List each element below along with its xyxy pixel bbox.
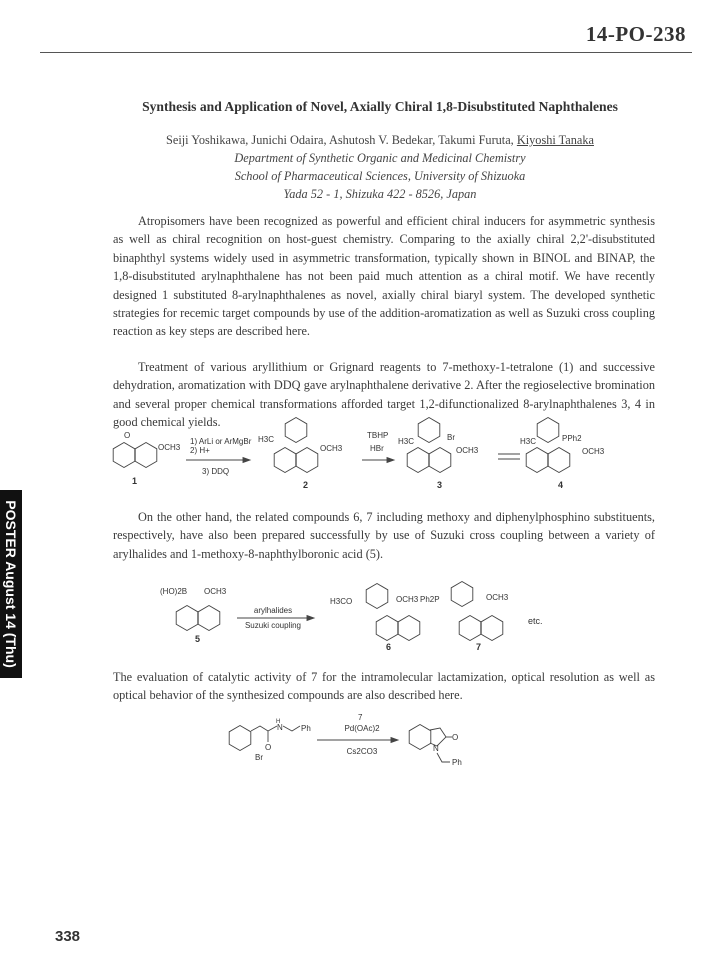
sm-phenyl: Ph — [301, 724, 311, 733]
step2-reagent-1: TBHP — [367, 431, 389, 440]
c5-methoxy: OCH3 — [204, 587, 227, 596]
benzene-ring — [398, 616, 420, 641]
benzene-ring — [418, 418, 440, 443]
c2-methyl: H3C — [258, 435, 275, 444]
compound-2-label: 2 — [303, 480, 309, 490]
benzene-ring — [537, 418, 559, 443]
step2-reagent-2: HBr — [370, 444, 384, 453]
c5-boronic-acid: (HO)2B — [160, 587, 188, 596]
step-suzuki-coupling: Suzuki coupling — [244, 621, 302, 630]
c4-diphenylphosphino: PPh2 — [562, 434, 582, 443]
presenting-author: Kiyoshi Tanaka — [516, 133, 594, 147]
benzene-ring — [176, 606, 198, 631]
page-number: 338 — [55, 928, 81, 945]
side-tab-label: POSTER August 14 (Thu) — [3, 500, 19, 668]
c4-methoxy: OCH3 — [582, 447, 605, 456]
c3-bromine: Br — [447, 433, 455, 442]
paper-title: Synthesis and Application of Novel, Axially Chiral 1,8-Disubstituted Naphthalenes — [142, 99, 618, 114]
authors-other: Seiji Yoshikawa, Junichi Odaira, Ashutosh V. Bedekar, Takumi Furuta, — [166, 133, 517, 147]
scheme-1 — [124, 431, 605, 490]
compound-1-label: 1 — [132, 476, 138, 486]
c2-methoxy: OCH3 — [320, 444, 343, 453]
etc-text: etc. — [528, 616, 543, 626]
affiliation-school: School of Pharmaceutical Sciences, University of Shizuoka — [234, 169, 526, 183]
benzene-ring — [198, 606, 220, 631]
c3-methyl: H3C — [398, 437, 415, 446]
product-benzyl — [437, 753, 450, 762]
sm-hydrogen: H — [276, 719, 281, 725]
c3-methoxy: OCH3 — [456, 446, 479, 455]
c6-methoxy: OCH3 — [396, 595, 419, 604]
benzene-ring — [526, 448, 548, 473]
abstract-code: 14-PO-238 — [585, 22, 686, 46]
paragraph-evaluation: The evaluation of catalytic activity of 7 for the intramolecular lactamization, optical resolution as well as optical behavior of the synthesized compounds are also described here. — [113, 670, 655, 703]
affiliation-department: Department of Synthetic Organic and Medicinal Chemistry — [234, 151, 526, 165]
benzene-ring — [451, 582, 473, 607]
c7-diphenylphosphino: Ph2P — [420, 595, 440, 604]
step1-reagent-1: 1) ArLi or ArMgBr — [190, 437, 252, 446]
benzene-ring — [429, 448, 451, 473]
step-arylhalides: arylhalides — [253, 606, 293, 615]
product-phenyl: Ph — [452, 758, 462, 767]
benzene-ring — [409, 725, 431, 750]
benzene-ring — [135, 443, 157, 468]
c4-methyl: H3C — [520, 437, 537, 446]
c6-aryl-methoxy: H3CO — [330, 597, 353, 606]
arrow-3-head — [307, 616, 314, 621]
benzene-ring — [285, 418, 307, 443]
sm-chain — [251, 726, 277, 731]
benzene-ring — [296, 448, 318, 473]
step1-reagent-2: 2) H+ — [190, 446, 210, 455]
paragraph-introduction: Atropisomers have been recognized as powerful and efficient chiral inducers for asymmetric synthesis as well as chiral recognition on host-guest chemistry. Comparing to the axially chiral 2,2'-disubstituted binaphthyl systems widely used in asymmetric transformation, typically shown in BINOL and BINAP, the 1,8-disubstituted arylnaphthalene has not been paid much attention as a chiral motif. We have recently designed 1 substituted 8-arylnaphthalenes as novel, axially chiral biaryl system. The developed synthetic strategies for recemic target compounds by use of the addition-aromatization as well as Suzuki cross coupling reaction as key steps are described here. — [113, 214, 655, 339]
paragraph-suzuki: On the other hand, the related compounds 6, 7 including methoxy and diphenylphosphino substituents, respectively, have also been prepared successfully by use of Suzuki cross coupling between a variety of arylhalides and 1-methoxy-8-naphthylboronic acid (5). — [113, 510, 655, 561]
product-oxygen: O — [452, 733, 459, 742]
sm-benzyl — [283, 726, 300, 731]
reagent-palladium-acetate: Pd(OAc)2 — [344, 724, 380, 733]
arrow-4-head — [391, 738, 398, 743]
sm-nitrogen: N — [277, 723, 283, 732]
reagent-cesium-carbonate: Cs2CO3 — [346, 747, 378, 756]
arrow-1-head — [243, 458, 250, 463]
compound-4-label: 4 — [558, 480, 564, 490]
c7-methoxy: OCH3 — [486, 593, 509, 602]
affiliation-address: Yada 52 - 1, Shizuka 422 - 8526, Japan — [283, 187, 477, 201]
c1-methoxy: OCH3 — [158, 443, 181, 452]
benzene-ring — [481, 616, 503, 641]
benzene-ring — [548, 448, 570, 473]
benzene-ring — [407, 448, 429, 473]
compound-7-label: 7 — [476, 642, 482, 652]
catalyst-7: 7 — [358, 713, 363, 722]
benzene-ring — [274, 448, 296, 473]
product-nitrogen: N — [433, 744, 439, 753]
ring-structures — [113, 418, 570, 751]
c1-oxygen: O — [124, 431, 131, 440]
paragraph-synthesis: Treatment of various aryllithium or Grignard reagents to 7-methoxy-1-tetralone (1) and successive dehydration, aromatization with DDQ gave arylnaphthalene derivative 2. After the regioselective bromination and several proper chemical transformations afforded target 1,2-difunctionalized 8-arylnaphthalenes 3, 4 in good chemical yields. — [113, 360, 655, 430]
compound-6-label: 6 — [386, 642, 392, 652]
sm-bromine: Br — [255, 753, 263, 762]
arrow-2-head — [387, 458, 394, 463]
sm-oxygen: O — [265, 743, 272, 752]
scheme-3 — [251, 713, 462, 767]
benzene-ring — [229, 726, 251, 751]
benzene-ring — [459, 616, 481, 641]
benzene-ring — [376, 616, 398, 641]
benzene-ring — [366, 584, 388, 609]
step1-reagent-3: 3) DDQ — [202, 467, 230, 476]
compound-3-label: 3 — [437, 480, 443, 490]
benzene-ring — [113, 443, 135, 468]
compound-5-label: 5 — [195, 634, 201, 644]
